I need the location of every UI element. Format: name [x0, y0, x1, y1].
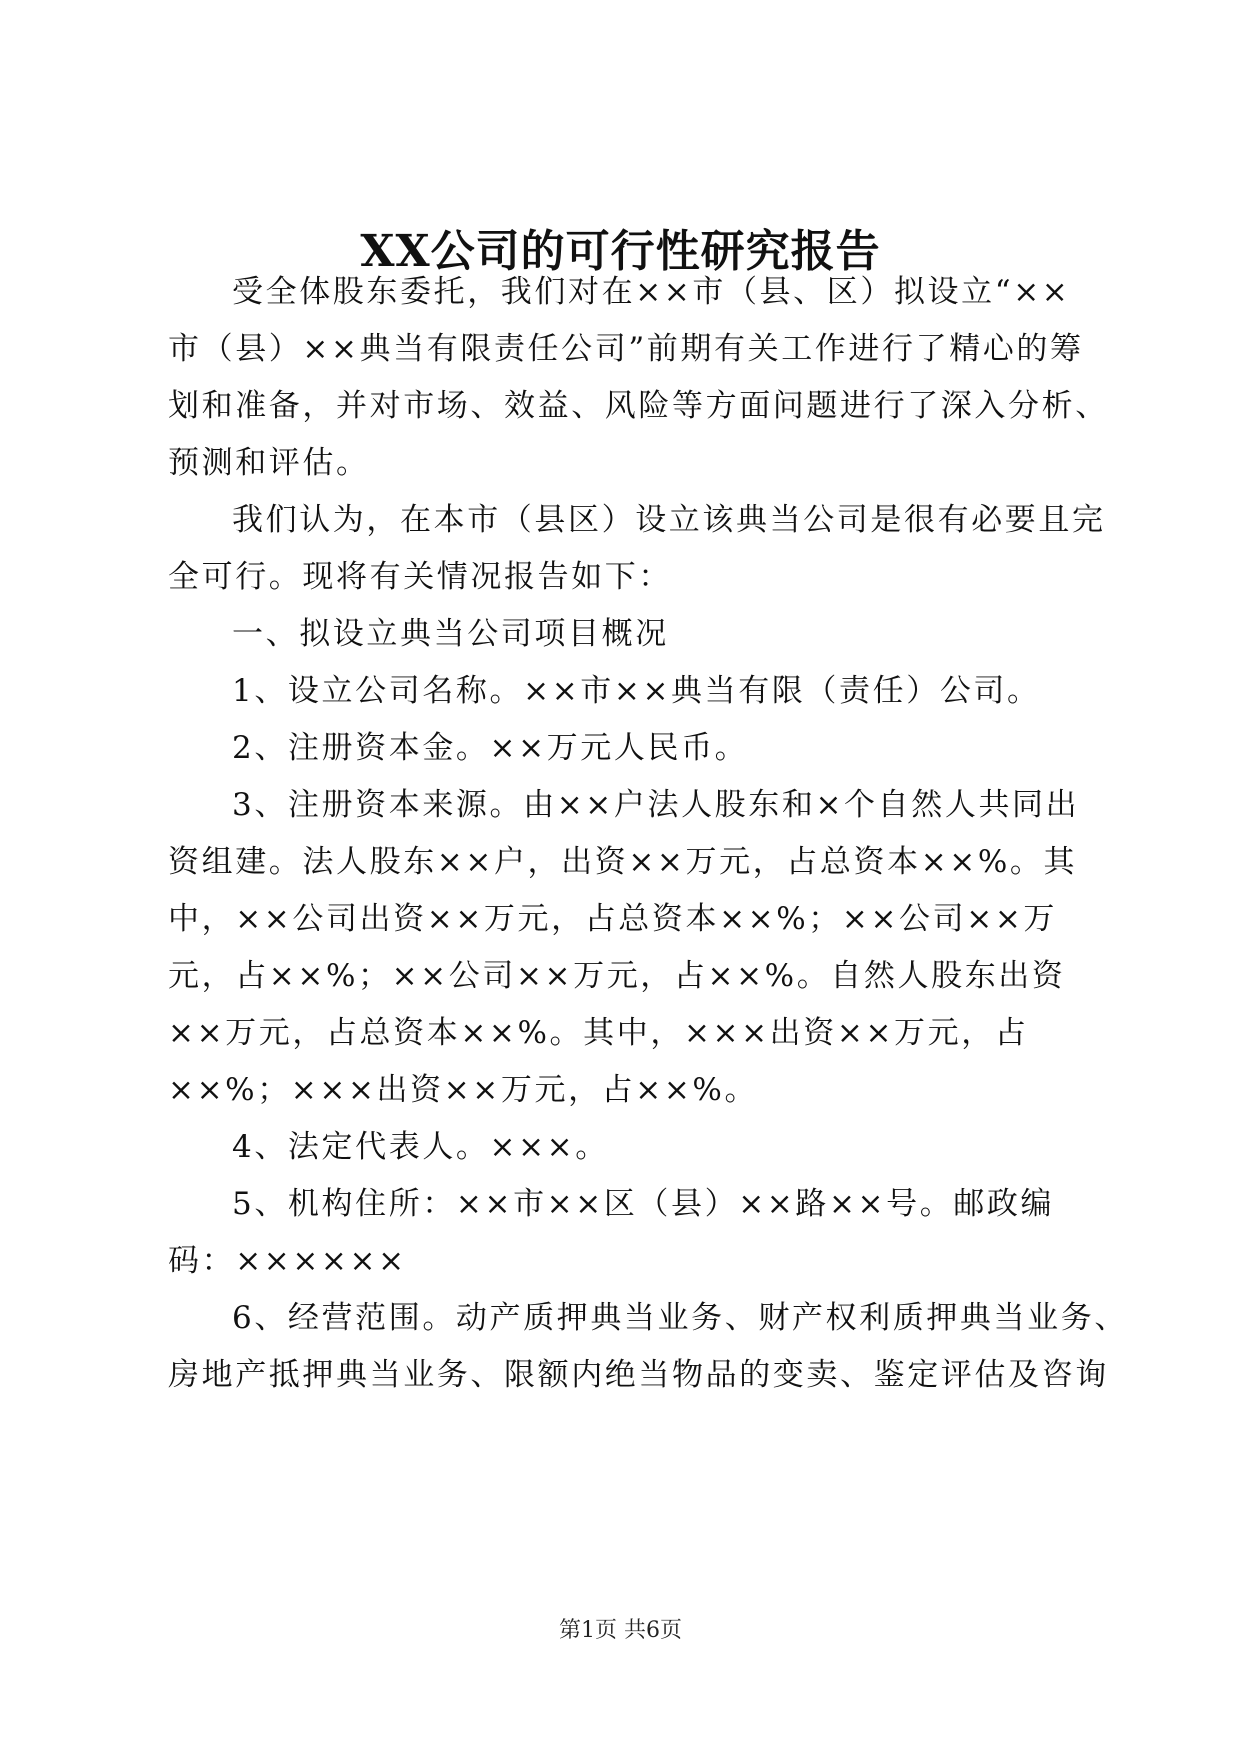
page-number-footer: 第1页 共6页 [559, 1618, 682, 1643]
paragraph-line: 划和准备，并对市场、效益、风险等方面问题进行了深入分析、 [168, 388, 1109, 424]
paragraph-line: 元，占××%；××公司××万元，占××%。自然人股东出资 [168, 958, 1066, 994]
paragraph-line: ××%；×××出资××万元，占××%。 [168, 1072, 759, 1108]
paragraph-line: 码：×××××× [168, 1243, 407, 1279]
paragraph-line: 我们认为，在本市（县区）设立该典当公司是很有必要且完 [232, 502, 1106, 538]
list-item: 4、法定代表人。×××。 [232, 1129, 609, 1165]
paragraph-line: 房地产抵押典当业务、限额内绝当物品的变卖、鉴定评估及咨询 [168, 1357, 1109, 1393]
list-item: 6、经营范围。动产质押典当业务、财产权利质押典当业务、 [232, 1300, 1128, 1336]
list-item: 2、注册资本金。××万元人民币。 [232, 730, 749, 766]
document-title: XX公司的可行性研究报告 [360, 226, 881, 277]
list-item: 5、机构住所：××市××区（县）××路××号。邮政编 [232, 1186, 1055, 1222]
paragraph-line: 市（县）××典当有限责任公司”前期有关工作进行了精心的筹 [168, 331, 1084, 367]
paragraph-line: 资组建。法人股东××户，出资××万元，占总资本××%。其 [168, 844, 1078, 880]
paragraph-line: 受全体股东委托，我们对在××市（县、区）拟设立“×× [232, 274, 1071, 310]
section-heading: 一、拟设立典当公司项目概况 [232, 616, 669, 652]
list-item: 1、设立公司名称。××市××典当有限（责任）公司。 [232, 673, 1041, 709]
list-item: 3、注册资本来源。由××户法人股东和×个自然人共同出 [232, 787, 1080, 823]
paragraph-line: ××万元，占总资本××%。其中，×××出资××万元，占 [168, 1015, 1029, 1051]
paragraph-line: 预测和评估。 [168, 445, 370, 481]
paragraph-line: 中，××公司出资××万元，占总资本××%；××公司××万 [168, 901, 1058, 937]
paragraph-line: 全可行。现将有关情况报告如下： [168, 559, 672, 595]
